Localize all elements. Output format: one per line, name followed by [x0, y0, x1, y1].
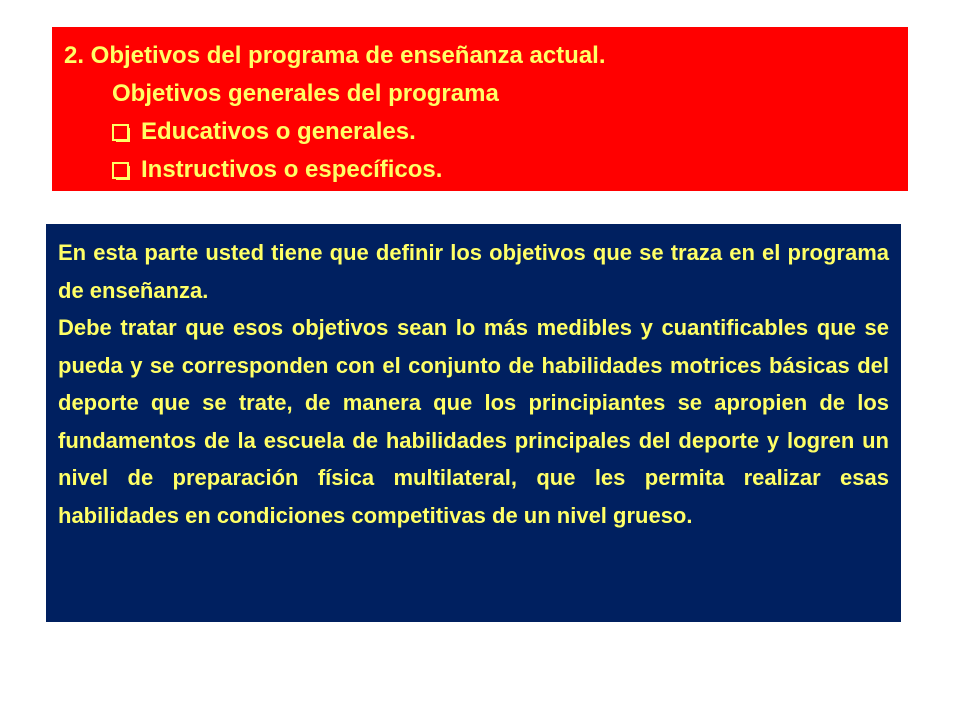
description-paragraph-2: Debe tratar que esos objetivos sean lo más medibles y cuantificables que se pueda y se corresponden con el conjunto de habilidades motrices básicas del deporte que se trate, de manera que los principiantes se apropien de los fundamentos de la escuela de habilidades principales del deporte y logren un nivel de preparación física multilateral, que les permita realizar esas habilidades en condiciones competitivas de un nivel grueso. [58, 315, 889, 528]
description-box [46, 224, 901, 622]
bullet-item [64, 151, 896, 189]
objectives-heading: 2. Objetivos del programa de enseñanza actual. [64, 42, 606, 69]
checkbox-square-icon [112, 162, 129, 179]
bullet-label: Educativos o generales. [141, 118, 416, 145]
description-paragraph-1: En esta parte usted tiene que definir los objetivos que se traza en el programa de enseñanza. [58, 240, 889, 303]
checkbox-square-icon [112, 124, 129, 141]
objectives-subheading: Objetivos generales del programa [112, 80, 499, 107]
bullet-label: Instructivos o específicos. [141, 156, 443, 183]
bullet-item [64, 113, 896, 151]
objectives-box [52, 27, 908, 191]
